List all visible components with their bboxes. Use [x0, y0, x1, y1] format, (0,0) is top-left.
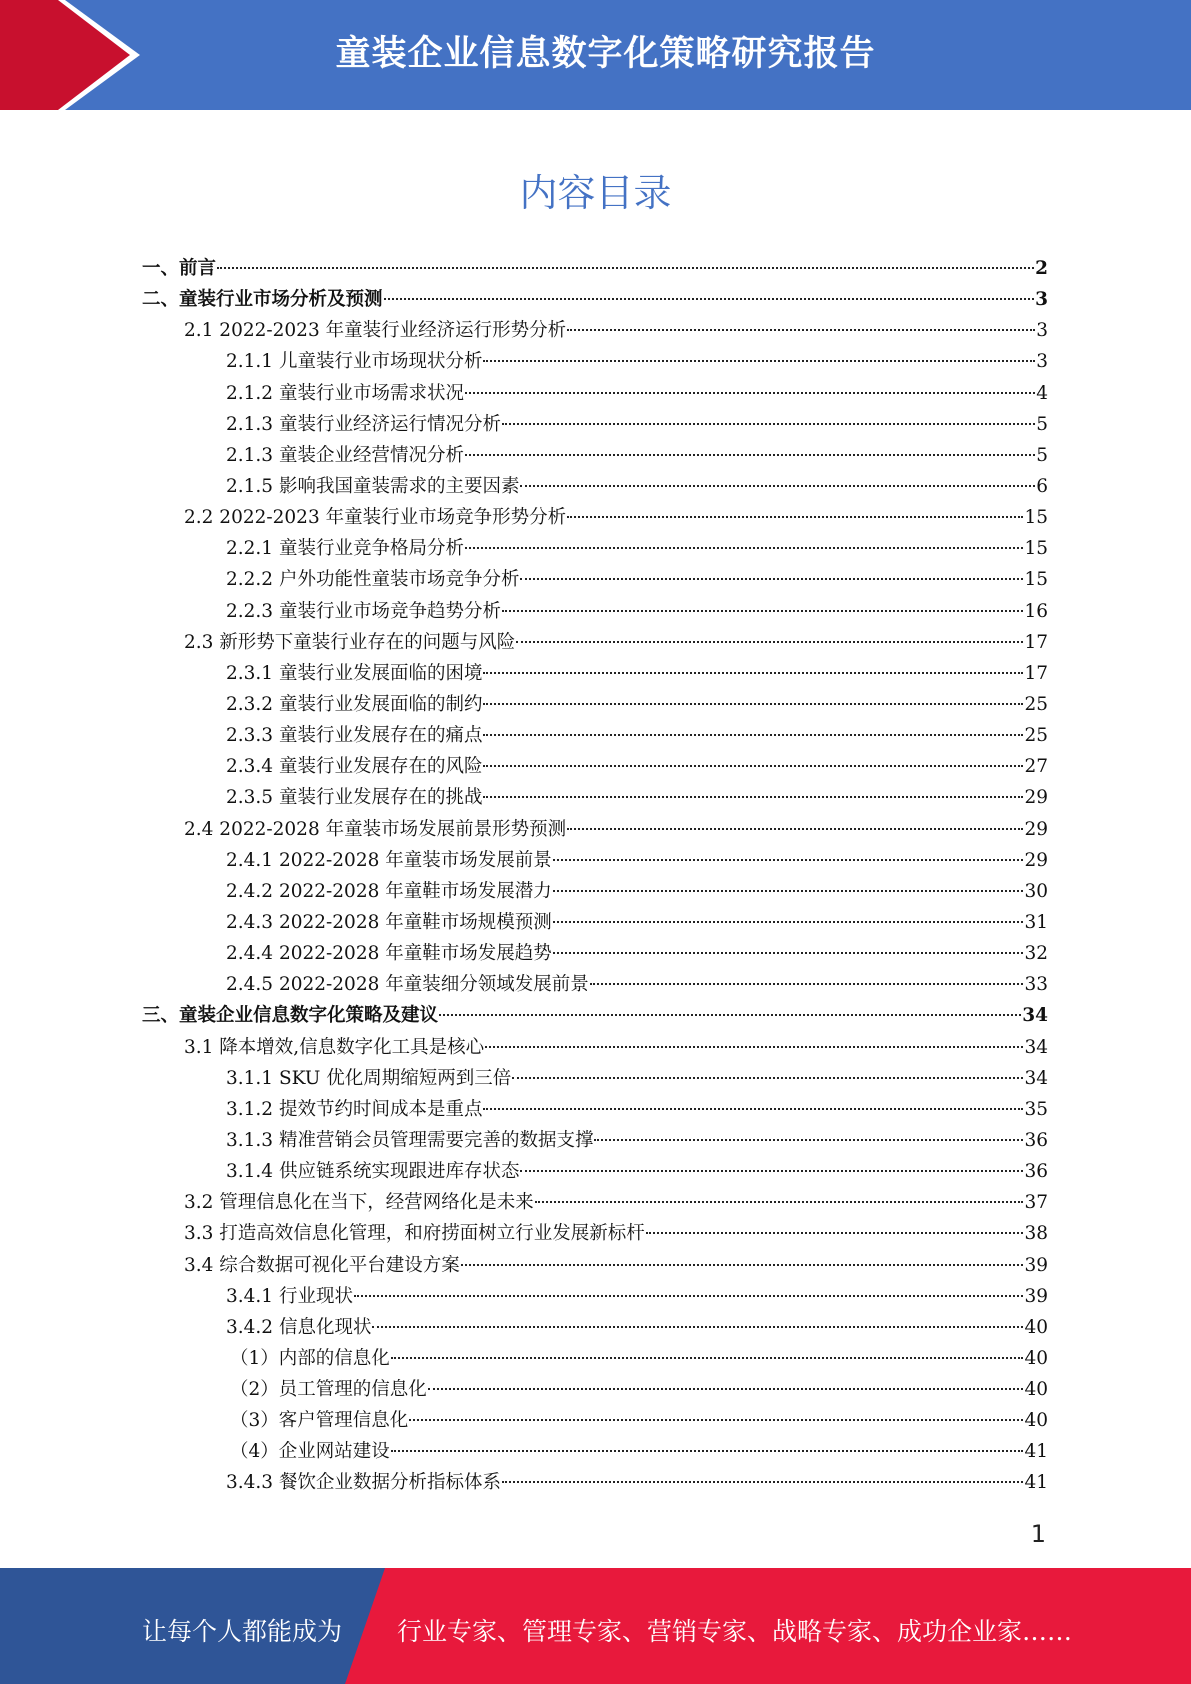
toc-entry-page: 5 [1036, 413, 1048, 435]
toc-leader-dots [384, 297, 1035, 300]
toc-entry-page: 33 [1024, 974, 1048, 996]
toc-leader-dots [535, 1200, 1024, 1203]
footer-slogan-right: 行业专家、管理专家、营销专家、战略专家、成功企业家…… [397, 1617, 1073, 1646]
toc-entry-label: 2.2.2 户外功能性童装市场竞争分析 [226, 569, 520, 591]
toc-entry[interactable] [142, 846, 1048, 877]
toc-entry-label: 2.1.2 童装行业市场需求状况 [226, 382, 464, 404]
toc-entry-page: 17 [1024, 662, 1048, 684]
toc-entry-label: 3.4.2 信息化现状 [226, 1316, 372, 1338]
toc-entry-page: 39 [1024, 1254, 1048, 1276]
toc-entry-label: 2.3.2 童装行业发展面临的制约 [226, 693, 483, 715]
toc-entry-page: 41 [1024, 1441, 1048, 1463]
toc-leader-dots [594, 1138, 1023, 1141]
toc-entry-page: 32 [1024, 943, 1048, 965]
toc-entry[interactable] [142, 1251, 1048, 1282]
toc-entry-page: 27 [1024, 756, 1048, 778]
toc-entry-page: 40 [1024, 1379, 1048, 1401]
toc-entry[interactable] [142, 472, 1048, 503]
toc-entry-label: （4）企业网站建设 [230, 1441, 390, 1463]
toc-entry[interactable] [142, 1468, 1048, 1499]
toc-entry[interactable] [142, 1064, 1048, 1095]
toc-entry-page: 3 [1035, 289, 1048, 311]
toc-entry-label: 2.3.1 童装行业发展面临的困境 [226, 662, 483, 684]
toc-entry[interactable] [142, 908, 1048, 939]
toc-entry-label: 3.3 打造高效信息化管理，和府捞面树立行业发展新标杆 [184, 1223, 645, 1245]
toc-leader-dots [485, 1045, 1023, 1048]
toc-leader-dots [567, 827, 1023, 830]
toc-leader-dots [483, 359, 1035, 362]
toc-leader-dots [465, 391, 1035, 394]
toc-entry-label: 2.2 2022-2023 年童装行业市场竞争形势分析 [184, 507, 567, 529]
toc-leader-dots [520, 484, 1035, 487]
toc-leader-dots [461, 1263, 1024, 1266]
toc-entry[interactable] [142, 316, 1048, 347]
toc-entry-page: 40 [1024, 1316, 1048, 1338]
toc-entry-page: 6 [1036, 475, 1048, 497]
toc-leader-dots [391, 1356, 1024, 1359]
toc-leader-dots [567, 515, 1023, 518]
toc-entry-page: 36 [1024, 1129, 1048, 1151]
toc-leader-dots [391, 1449, 1024, 1452]
toc-entry-page: 25 [1024, 725, 1048, 747]
toc-leader-dots [553, 889, 1024, 892]
toc-entry-label: 3.4.3 餐饮企业数据分析指标体系 [226, 1472, 501, 1494]
toc-entry[interactable] [142, 1188, 1048, 1219]
toc-entry-label: 2.1.5 影响我国童装需求的主要因素 [226, 475, 520, 497]
toc-entry-label: 2.3.3 童装行业发展存在的痛点 [226, 725, 483, 747]
toc-entry-label: 3.1.4 供应链系统实现跟进库存状态 [226, 1161, 520, 1183]
toc-entry-page: 15 [1024, 569, 1048, 591]
toc-entry-label: 3.1 降本增效,信息数字化工具是核心 [184, 1036, 485, 1058]
toc-entry-page: 29 [1024, 787, 1048, 809]
toc-leader-dots [483, 1107, 1023, 1110]
toc-entry-page: 4 [1036, 382, 1048, 404]
toc-entry-label: 2.4.3 2022-2028 年童鞋市场规模预测 [226, 911, 552, 933]
toc-entry-page: 37 [1024, 1192, 1048, 1214]
toc-entry-label: （3）客户管理信息化 [230, 1410, 409, 1432]
toc-entry[interactable] [142, 441, 1048, 472]
toc-entry-page: 34 [1024, 1036, 1048, 1058]
toc-leader-dots [520, 577, 1023, 580]
page-footer [0, 1568, 1191, 1684]
toc-entry-label: 2.4.4 2022-2028 年童鞋市场发展趋势 [226, 943, 552, 965]
toc-entry[interactable] [142, 1001, 1048, 1032]
toc-entry-page: 3 [1036, 351, 1048, 373]
toc-entry[interactable] [142, 1126, 1048, 1157]
toc-entry-page: 36 [1024, 1161, 1048, 1183]
toc-entry[interactable] [142, 1344, 1048, 1375]
toc-entry-label: 2.3 新形势下童装行业存在的问题与风险 [184, 631, 516, 653]
toc-leader-dots [646, 1231, 1024, 1234]
toc-entry-label: 3.4 综合数据可视化平台建设方案 [184, 1254, 460, 1276]
page-header [0, 0, 1191, 110]
toc-entry-label: 2.3.4 童装行业发展存在的风险 [226, 756, 483, 778]
toc-entry[interactable] [142, 1375, 1048, 1406]
footer-slogan-left: 让每个人都能成为 [142, 1617, 343, 1646]
toc-entry-label: 三、童装企业信息数字化策略及建议 [142, 1005, 439, 1027]
toc-leader-dots [502, 609, 1023, 612]
toc-entry-page: 25 [1024, 693, 1048, 715]
toc-entry[interactable] [142, 254, 1048, 285]
toc-entry-page: 40 [1024, 1347, 1048, 1369]
toc-entry-page: 30 [1024, 880, 1048, 902]
toc-leader-dots [567, 328, 1035, 331]
toc-entry[interactable] [142, 815, 1048, 846]
toc-leader-dots [502, 1480, 1023, 1483]
toc-entry[interactable] [142, 877, 1048, 908]
toc-entry-label: 2.4.1 2022-2028 年童装市场发展前景 [226, 849, 552, 871]
toc-entry-label: 3.1.1 SKU 优化周期缩短两到三倍 [226, 1067, 512, 1089]
toc-leader-dots [512, 1076, 1023, 1079]
toc-entry-page: 38 [1024, 1223, 1048, 1245]
toc-entry-label: 2.1.3 童装企业经营情况分析 [226, 444, 464, 466]
toc-leader-dots [553, 951, 1024, 954]
table-of-contents [142, 254, 1048, 1500]
toc-entry-page: 40 [1024, 1410, 1048, 1432]
toc-entry-label: 2.4 2022-2028 年童装市场发展前景形势预测 [184, 818, 567, 840]
toc-entry[interactable] [142, 1219, 1048, 1250]
toc-entry-page: 34 [1024, 1067, 1048, 1089]
toc-entry[interactable] [142, 379, 1048, 410]
toc-leader-dots [354, 1294, 1024, 1297]
toc-entry[interactable] [142, 1095, 1048, 1126]
toc-entry[interactable] [142, 1313, 1048, 1344]
toc-entry-page: 17 [1024, 631, 1048, 653]
toc-leader-dots [465, 546, 1023, 549]
toc-leader-dots [483, 671, 1023, 674]
toc-leader-dots [465, 453, 1035, 456]
toc-leader-dots [553, 858, 1024, 861]
toc-entry[interactable] [142, 1406, 1048, 1437]
toc-entry[interactable] [142, 1033, 1048, 1064]
toc-leader-dots [439, 1013, 1021, 1016]
toc-entry[interactable] [142, 534, 1048, 565]
toc-entry-label: 一、前言 [142, 258, 217, 279]
toc-leader-dots [483, 764, 1023, 767]
toc-leader-dots [372, 1325, 1023, 1328]
toc-entry-page: 29 [1024, 849, 1048, 871]
toc-entry-page: 29 [1024, 818, 1048, 840]
toc-entry-page: 35 [1024, 1098, 1048, 1120]
toc-entry-page: 2 [1035, 258, 1048, 279]
toc-entry-page: 34 [1022, 1005, 1048, 1027]
toc-entry-page: 41 [1024, 1472, 1048, 1494]
toc-leader-dots [483, 702, 1023, 705]
toc-heading: 内容目录 [519, 171, 672, 215]
report-title: 童装企业信息数字化策略研究报告 [335, 34, 876, 74]
toc-entry-label: 2.4.2 2022-2028 年童鞋市场发展潜力 [226, 880, 552, 902]
toc-entry-label: 二、童装行业市场分析及预测 [142, 289, 383, 311]
toc-entry[interactable] [142, 1437, 1048, 1468]
toc-entry[interactable] [142, 597, 1048, 628]
toc-entry-label: 3.2 管理信息化在当下，经营网络化是未来 [184, 1192, 534, 1214]
toc-entry[interactable] [142, 721, 1048, 752]
toc-entry-label: 2.1.1 儿童装行业市场现状分析 [226, 351, 483, 373]
toc-leader-dots [516, 640, 1023, 643]
toc-entry-label: 2.2.3 童装行业市场竞争趋势分析 [226, 600, 501, 622]
toc-entry-page: 39 [1024, 1285, 1048, 1307]
toc-entry-page: 15 [1024, 507, 1048, 529]
toc-entry[interactable] [142, 690, 1048, 721]
toc-leader-dots [590, 982, 1024, 985]
toc-entry-page: 3 [1036, 320, 1048, 342]
toc-entry-page: 5 [1036, 444, 1048, 466]
toc-leader-dots [217, 266, 1034, 269]
toc-entry[interactable] [142, 659, 1048, 690]
toc-entry[interactable] [142, 347, 1048, 378]
toc-entry[interactable] [142, 970, 1048, 1001]
toc-entry-page: 31 [1024, 911, 1048, 933]
toc-entry[interactable] [142, 628, 1048, 659]
toc-entry[interactable] [142, 1157, 1048, 1188]
toc-entry[interactable] [142, 503, 1048, 534]
toc-leader-dots [520, 1169, 1023, 1172]
toc-leader-dots [483, 733, 1023, 736]
toc-entry-label: 3.1.2 提效节约时间成本是重点 [226, 1098, 483, 1120]
toc-entry[interactable] [142, 939, 1048, 970]
toc-entry-page: 16 [1024, 600, 1048, 622]
toc-leader-dots [553, 920, 1024, 923]
toc-leader-dots [483, 795, 1023, 798]
toc-entry[interactable] [142, 783, 1048, 814]
toc-entry-label: 2.1 2022-2023 年童装行业经济运行形势分析 [184, 320, 567, 342]
toc-entry-label: （1）内部的信息化 [230, 1347, 390, 1369]
toc-entry-label: 2.2.1 童装行业竞争格局分析 [226, 538, 464, 560]
toc-entry[interactable] [142, 752, 1048, 783]
toc-entry[interactable] [142, 285, 1048, 316]
toc-entry-label: 3.4.1 行业现状 [226, 1285, 353, 1307]
toc-leader-dots [428, 1387, 1024, 1390]
toc-entry-page: 15 [1024, 538, 1048, 560]
toc-entry-label: 3.1.3 精准营销会员管理需要完善的数据支撑 [226, 1129, 594, 1151]
toc-entry-label: 2.3.5 童装行业发展存在的挑战 [226, 787, 483, 809]
toc-leader-dots [409, 1418, 1023, 1421]
page-number: 1 [1030, 1520, 1046, 1548]
toc-leader-dots [502, 422, 1035, 425]
toc-entry-label: 2.4.5 2022-2028 年童装细分领域发展前景 [226, 974, 589, 996]
toc-entry-label: 2.1.3 童装行业经济运行情况分析 [226, 413, 501, 435]
toc-entry[interactable] [142, 1282, 1048, 1313]
toc-entry[interactable] [142, 565, 1048, 596]
toc-entry-label: （2）员工管理的信息化 [230, 1379, 427, 1401]
toc-entry[interactable] [142, 410, 1048, 441]
